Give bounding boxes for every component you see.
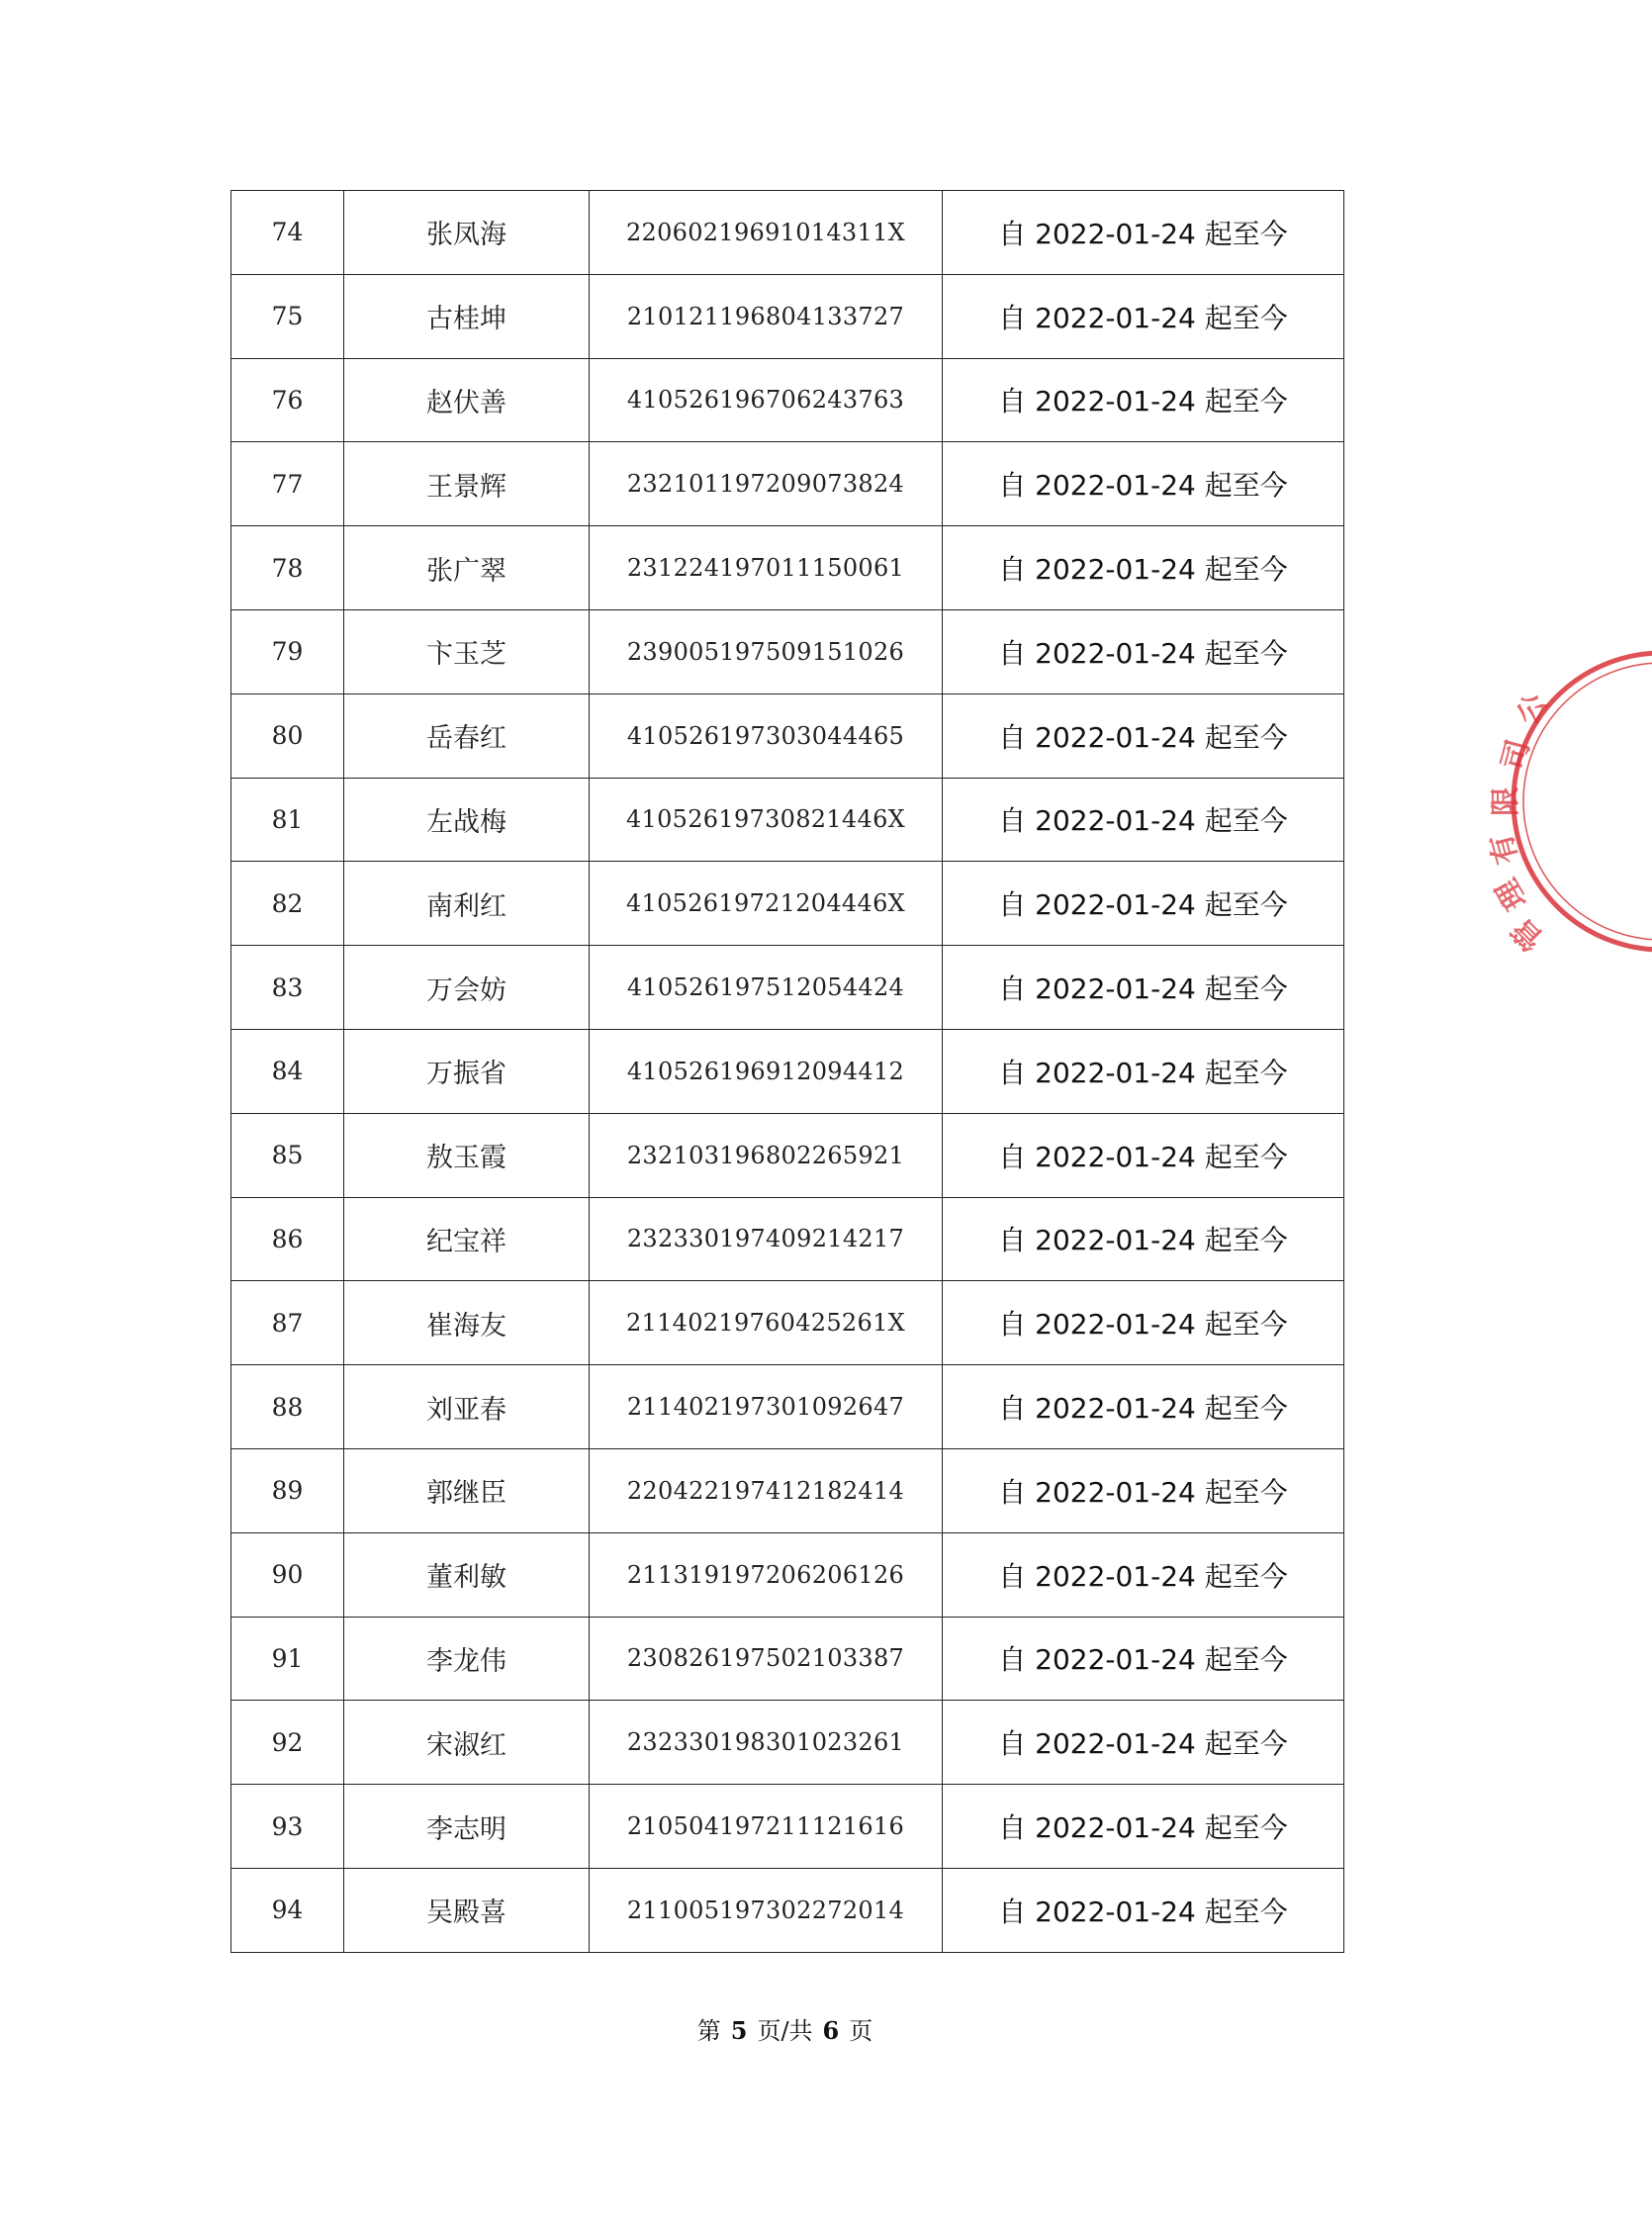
person-name: 万振省 bbox=[344, 1029, 590, 1113]
table-row bbox=[231, 946, 1344, 1030]
svg-text:管: 管 bbox=[1505, 911, 1551, 958]
id-number: 22060219691014311X bbox=[590, 191, 943, 275]
effective-period: 自 2022-01-24 起至今 bbox=[943, 1365, 1344, 1449]
svg-text:理: 理 bbox=[1489, 873, 1534, 916]
company-seal-stamp bbox=[1484, 633, 1652, 970]
person-name: 岳春红 bbox=[344, 694, 590, 778]
table-row bbox=[231, 526, 1344, 610]
id-number: 232101197209073824 bbox=[590, 442, 943, 526]
id-number: 21140219760425261X bbox=[590, 1281, 943, 1365]
row-number: 91 bbox=[231, 1617, 344, 1701]
row-number: 86 bbox=[231, 1197, 344, 1281]
row-number: 87 bbox=[231, 1281, 344, 1365]
svg-text:限: 限 bbox=[1489, 787, 1523, 816]
id-number: 210121196804133727 bbox=[590, 274, 943, 358]
row-number: 93 bbox=[231, 1785, 344, 1869]
id-number: 41052619730821446X bbox=[590, 778, 943, 862]
row-number: 92 bbox=[231, 1701, 344, 1785]
table-row bbox=[231, 1281, 1344, 1365]
effective-period: 自 2022-01-24 起至今 bbox=[943, 778, 1344, 862]
row-number: 85 bbox=[231, 1113, 344, 1197]
person-name: 左战梅 bbox=[344, 778, 590, 862]
effective-period: 自 2022-01-24 起至今 bbox=[943, 442, 1344, 526]
table-row bbox=[231, 694, 1344, 778]
effective-period: 自 2022-01-24 起至今 bbox=[943, 274, 1344, 358]
row-number: 94 bbox=[231, 1868, 344, 1952]
table-row bbox=[231, 1197, 1344, 1281]
person-name: 南利红 bbox=[344, 862, 590, 946]
effective-period: 自 2022-01-24 起至今 bbox=[943, 609, 1344, 694]
person-name: 郭继臣 bbox=[344, 1448, 590, 1532]
id-number: 211319197206206126 bbox=[590, 1532, 943, 1617]
row-number: 78 bbox=[231, 526, 344, 610]
id-number: 220422197412182414 bbox=[590, 1448, 943, 1532]
effective-period: 自 2022-01-24 起至今 bbox=[943, 946, 1344, 1030]
person-name: 李龙伟 bbox=[344, 1617, 590, 1701]
person-name: 董利敏 bbox=[344, 1532, 590, 1617]
person-name: 李志明 bbox=[344, 1785, 590, 1869]
svg-text:公: 公 bbox=[1510, 688, 1555, 731]
id-number: 211402197301092647 bbox=[590, 1365, 943, 1449]
effective-period: 自 2022-01-24 起至今 bbox=[943, 1113, 1344, 1197]
id-number: 230826197502103387 bbox=[590, 1617, 943, 1701]
effective-period: 自 2022-01-24 起至今 bbox=[943, 191, 1344, 275]
table-row bbox=[231, 1701, 1344, 1785]
roster-table-body bbox=[231, 191, 1344, 1953]
id-number: 231224197011150061 bbox=[590, 526, 943, 610]
person-name: 王景辉 bbox=[344, 442, 590, 526]
table-row bbox=[231, 862, 1344, 946]
effective-period: 自 2022-01-24 起至今 bbox=[943, 1785, 1344, 1869]
row-number: 76 bbox=[231, 358, 344, 442]
person-name: 卞玉芝 bbox=[344, 609, 590, 694]
table-row bbox=[231, 1785, 1344, 1869]
table-row bbox=[231, 609, 1344, 694]
effective-period: 自 2022-01-24 起至今 bbox=[943, 358, 1344, 442]
table-row bbox=[231, 778, 1344, 862]
effective-period: 自 2022-01-24 起至今 bbox=[943, 1197, 1344, 1281]
effective-period: 自 2022-01-24 起至今 bbox=[943, 1868, 1344, 1952]
row-number: 83 bbox=[231, 946, 344, 1030]
id-number: 410526196706243763 bbox=[590, 358, 943, 442]
id-number: 41052619721204446X bbox=[590, 862, 943, 946]
table-row bbox=[231, 1029, 1344, 1113]
footer-prefix: 第 bbox=[696, 2017, 721, 2045]
table-row bbox=[231, 358, 1344, 442]
row-number: 89 bbox=[231, 1448, 344, 1532]
table-row bbox=[231, 274, 1344, 358]
person-name: 张凤海 bbox=[344, 191, 590, 275]
row-number: 75 bbox=[231, 274, 344, 358]
roster-table bbox=[230, 190, 1344, 1953]
person-name: 古桂坤 bbox=[344, 274, 590, 358]
id-number: 410526197303044465 bbox=[590, 694, 943, 778]
effective-period: 自 2022-01-24 起至今 bbox=[943, 1701, 1344, 1785]
table-row bbox=[231, 1113, 1344, 1197]
effective-period: 自 2022-01-24 起至今 bbox=[943, 1029, 1344, 1113]
row-number: 80 bbox=[231, 694, 344, 778]
person-name: 宋淑红 bbox=[344, 1701, 590, 1785]
person-name: 赵伏善 bbox=[344, 358, 590, 442]
id-number: 232330197409214217 bbox=[590, 1197, 943, 1281]
row-number: 84 bbox=[231, 1029, 344, 1113]
table-row bbox=[231, 1617, 1344, 1701]
page-footer bbox=[0, 2011, 1570, 2046]
table-row bbox=[231, 1532, 1344, 1617]
id-number: 232103196802265921 bbox=[590, 1113, 943, 1197]
row-number: 77 bbox=[231, 442, 344, 526]
person-name: 张广翠 bbox=[344, 526, 590, 610]
table-row bbox=[231, 442, 1344, 526]
effective-period: 自 2022-01-24 起至今 bbox=[943, 1448, 1344, 1532]
person-name: 崔海友 bbox=[344, 1281, 590, 1365]
row-number: 74 bbox=[231, 191, 344, 275]
id-number: 239005197509151026 bbox=[590, 609, 943, 694]
effective-period: 自 2022-01-24 起至今 bbox=[943, 694, 1344, 778]
person-name: 吴殿喜 bbox=[344, 1868, 590, 1952]
effective-period: 自 2022-01-24 起至今 bbox=[943, 862, 1344, 946]
id-number: 232330198301023261 bbox=[590, 1701, 943, 1785]
effective-period: 自 2022-01-24 起至今 bbox=[943, 1617, 1344, 1701]
person-name: 万会妨 bbox=[344, 946, 590, 1030]
footer-middle: 页/共 bbox=[757, 2017, 813, 2045]
id-number: 211005197302272014 bbox=[590, 1868, 943, 1952]
table-row bbox=[231, 191, 1344, 275]
row-number: 82 bbox=[231, 862, 344, 946]
effective-period: 自 2022-01-24 起至今 bbox=[943, 1532, 1344, 1617]
svg-text:司: 司 bbox=[1495, 736, 1537, 775]
id-number: 210504197211121616 bbox=[590, 1785, 943, 1869]
effective-period: 自 2022-01-24 起至今 bbox=[943, 1281, 1344, 1365]
row-number: 90 bbox=[231, 1532, 344, 1617]
table-row bbox=[231, 1448, 1344, 1532]
row-number: 81 bbox=[231, 778, 344, 862]
effective-period: 自 2022-01-24 起至今 bbox=[943, 526, 1344, 610]
id-number: 410526197512054424 bbox=[590, 946, 943, 1030]
footer-total-pages: 6 bbox=[822, 2016, 840, 2045]
table-row bbox=[231, 1868, 1344, 1952]
person-name: 刘亚春 bbox=[344, 1365, 590, 1449]
person-name: 纪宝祥 bbox=[344, 1197, 590, 1281]
person-name: 敖玉霞 bbox=[344, 1113, 590, 1197]
row-number: 88 bbox=[231, 1365, 344, 1449]
id-number: 410526196912094412 bbox=[590, 1029, 943, 1113]
svg-text:有: 有 bbox=[1484, 829, 1525, 868]
footer-suffix: 页 bbox=[849, 2017, 873, 2045]
row-number: 79 bbox=[231, 609, 344, 694]
table-row bbox=[231, 1365, 1344, 1449]
footer-page-number: 5 bbox=[730, 2016, 748, 2045]
